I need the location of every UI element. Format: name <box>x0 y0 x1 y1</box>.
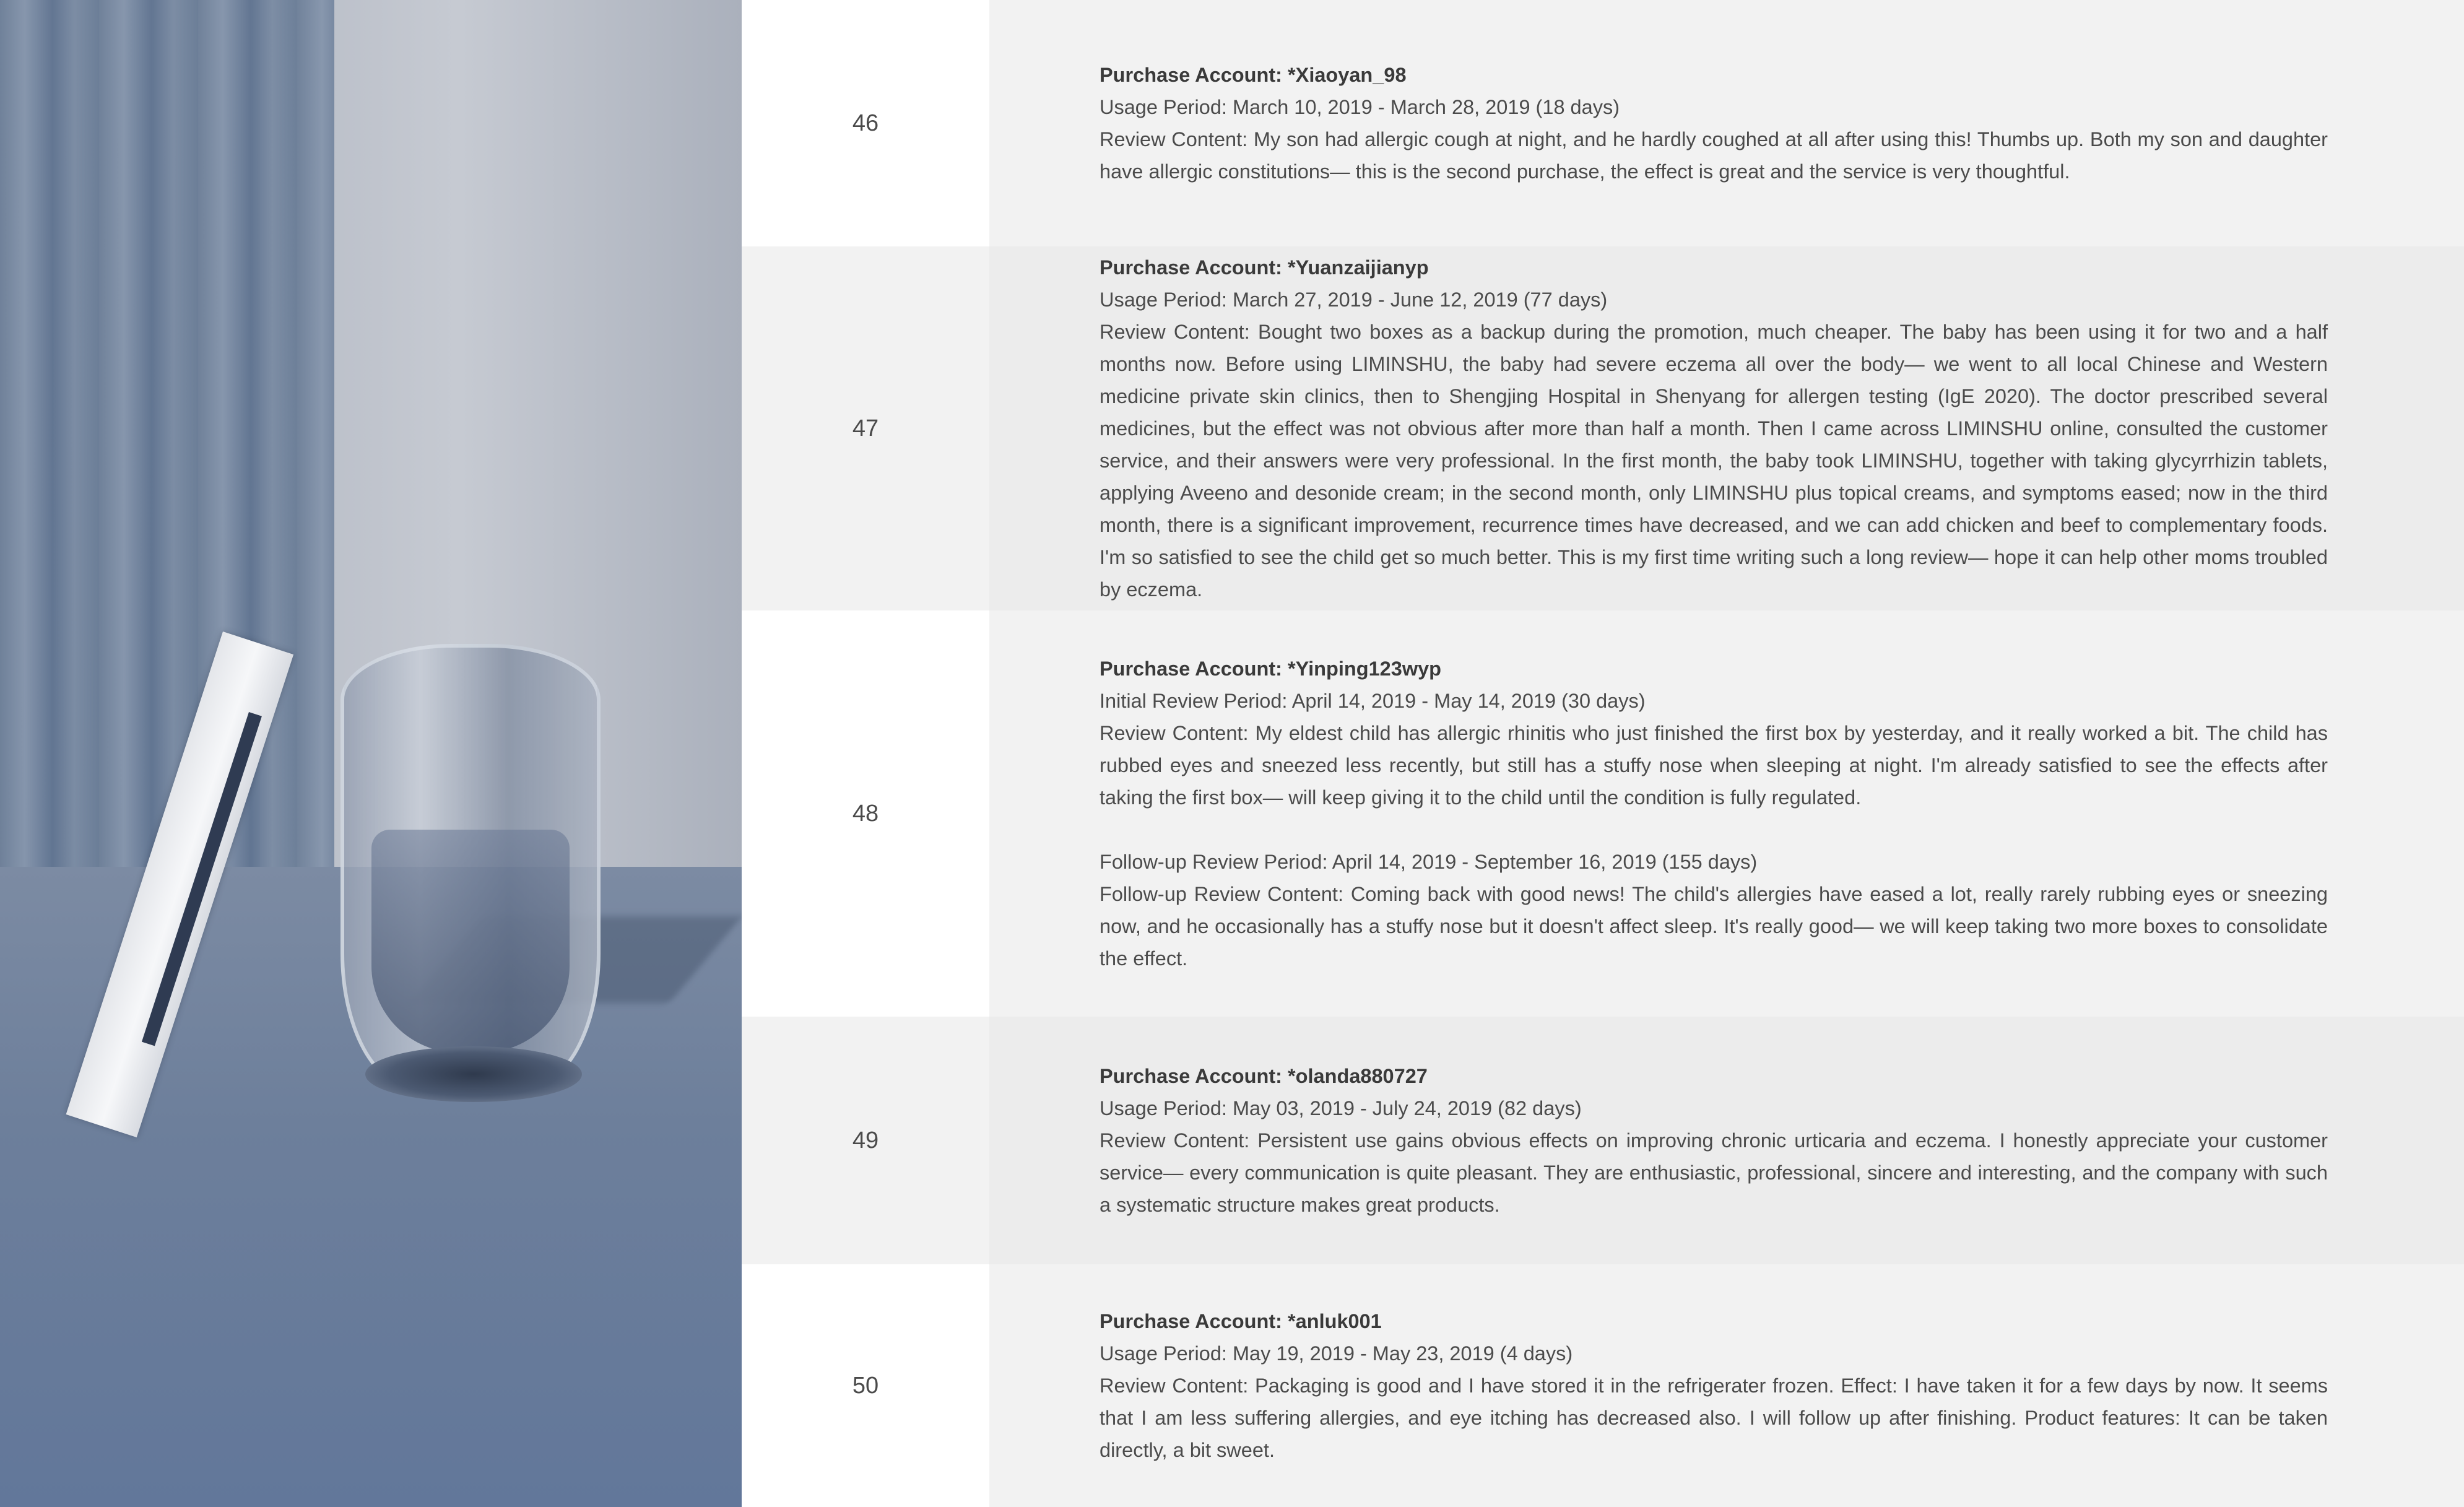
purchase-account: Purchase Account: *Yinping123wyp <box>1100 658 1442 680</box>
followup-review-content: Follow-up Review Content: Coming back with good news! The child's allergies have eased a lot, really rarely rubbing eyes or sneezing now, and he occasionally has a stuffy nose but it doesn't affect sleep. It's really good— we will keep taking two more boxes to consolidate the effect. <box>1100 883 2328 970</box>
review-row <box>742 246 2464 610</box>
review-content: Review Content: My son had allergic cough at night, and he hardly coughed at all after using this! Thumbs up. Both my son and daughter have allergic constitutions— this is the second purchase, the effect is great and the service is very thoughtful. <box>1100 128 2328 183</box>
glass-water <box>371 830 570 1053</box>
paragraph-gap <box>1100 814 2328 846</box>
photo-curtain <box>0 0 334 929</box>
usage-period: Usage Period: March 10, 2019 - March 28, 2019 (18 days) <box>1100 96 1620 118</box>
review-number: 47 <box>742 246 989 610</box>
review-row <box>742 1017 2464 1264</box>
review-number: 46 <box>742 0 989 246</box>
review-row <box>742 1264 2464 1507</box>
purchase-account: Purchase Account: *anluk001 <box>1100 1310 1382 1332</box>
review-content-cell <box>989 1264 2464 1507</box>
review-content-cell <box>989 1017 2464 1264</box>
purchase-account: Purchase Account: *olanda880727 <box>1100 1065 1428 1087</box>
usage-period: Usage Period: March 27, 2019 - June 12, 2019 (77 days) <box>1100 289 1608 311</box>
initial-review-period: Initial Review Period: April 14, 2019 - May 14, 2019 (30 days) <box>1100 690 1646 712</box>
product-photo <box>0 0 742 1507</box>
review-content: Review Content: My eldest child has allergic rhinitis who just finished the first box by yesterday, and it really worked a bit. The child has rubbed eyes and sneezed less recently, but still has a stuffy nose when sleeping at night. I'm already satisfied to see the effects after taking the first box— will keep giving it to the child until the condition is fully regulated. <box>1100 722 2328 809</box>
review-content: Review Content: Persistent use gains obvious effects on improving chronic urticaria and eczema. I honestly appreciate your customer service— every communication is quite pleasant. They are enthusiastic, professional, sincere and interesting, and the company with such a systematic structure makes great products. <box>1100 1129 2328 1216</box>
review-content-cell <box>989 0 2464 246</box>
followup-review-period: Follow-up Review Period: April 14, 2019 - September 16, 2019 (155 days) <box>1100 851 1758 873</box>
usage-period: Usage Period: May 03, 2019 - July 24, 2019 (82 days) <box>1100 1097 1582 1119</box>
glass-base <box>365 1046 582 1102</box>
review-number: 50 <box>742 1264 989 1507</box>
review-number: 48 <box>742 610 989 1017</box>
review-row <box>742 0 2464 246</box>
usage-period: Usage Period: May 19, 2019 - May 23, 2019 (4 days) <box>1100 1342 1573 1365</box>
review-content-cell <box>989 610 2464 1017</box>
review-number: 49 <box>742 1017 989 1264</box>
review-content: Review Content: Packaging is good and I have stored it in the refrigerater frozen. Effect: I have taken it for a few days by now. It seems that I am less suffering allergies, and eye itching has decreased also. I will follow up after finishing. Product features: It can be taken directly, a bit sweet. <box>1100 1375 2328 1461</box>
purchase-account: Purchase Account: *Yuanzaijianyp <box>1100 256 1429 279</box>
review-content-cell <box>989 246 2464 610</box>
reviews-table <box>742 0 2464 1507</box>
purchase-account: Purchase Account: *Xiaoyan_98 <box>1100 64 1407 86</box>
review-row <box>742 610 2464 1017</box>
review-content: Review Content: Bought two boxes as a backup during the promotion, much cheaper. The baby has been using it for two and a half months now. Before using LIMINSHU, the baby had severe eczema all over the body— we went to all local Chinese and Western medicine private skin clinics, then to Shengjing Hospital in Shenyang for allergen testing (IgE 2020). The doctor prescribed several medicines, but the effect was not obvious after more than half a month. Then I came across LIMINSHU online, consulted the customer service, and their answers were very professional. In the first month, the baby took LIMINSHU, together with taking glycyrrhizin tablets, applying Aveeno and desonide cream; in the second month, only LIMINSHU plus topical creams, and symptoms eased; now in the third month, there is a significant improvement, recurrence times have decreased, and we can add chicken and beef to complementary foods. I'm so satisfied to see the child get so much better. This is my first time writing such a long review— hope it can help other moms troubled by eczema. <box>1100 321 2328 601</box>
